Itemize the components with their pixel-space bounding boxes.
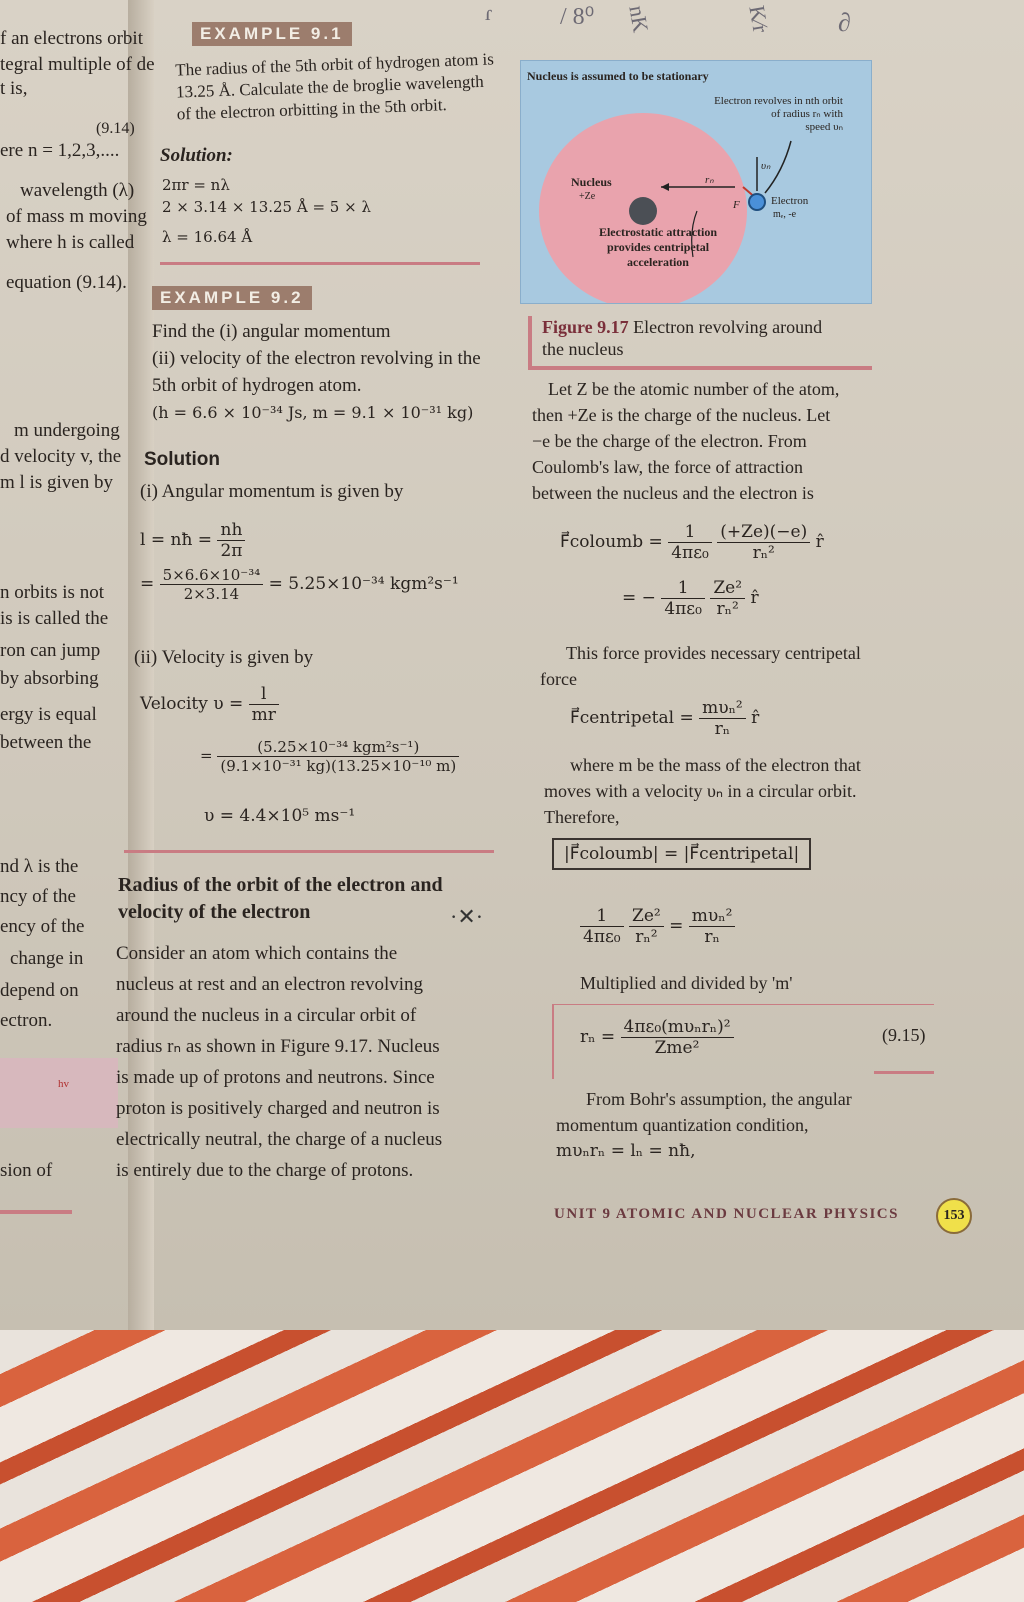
unit-footer: UNIT 9 ATOMIC AND NUCLEAR PHYSICS [554, 1206, 899, 1222]
eq-num: 1 [668, 522, 712, 543]
eq-part: = [140, 574, 155, 594]
margin-text: ere n = 1,2,3,.... [0, 140, 120, 161]
scribble: K⁄r [744, 3, 774, 35]
orbit-label-line: of radius rₙ with [771, 108, 843, 120]
margin-text: by absorbing [0, 668, 99, 689]
paragraph-line: then +Ze is the charge of the nucleus. Let [532, 405, 831, 425]
paragraph-line: is entirely due to the charge of protons. [116, 1160, 414, 1181]
nucleus-dot [629, 197, 657, 225]
scribble: nK [624, 3, 654, 35]
nucleus-charge: +Ze [579, 191, 596, 202]
eq-part: rₙ = [580, 1027, 616, 1047]
example-line: 13.25 Å. Calculate the de broglie wavelength [175, 71, 485, 102]
velocity-substitution [200, 738, 459, 775]
paragraph-line: From Bohr's assumption, the angular [586, 1089, 852, 1109]
margin-text: n orbits is not [0, 582, 104, 603]
eq-den: (9.1×10⁻³¹ kg)(13.25×10⁻¹⁰ m) [220, 757, 457, 775]
paragraph-line: where m be the mass of the electron that [570, 755, 861, 775]
divider [874, 1071, 934, 1074]
eq-num: Ze² [710, 578, 745, 599]
eq-part: r̂ [750, 588, 759, 608]
example-9-1-solution-label: Solution: [160, 145, 233, 166]
example-line: of the electron orbitting in the 5th orbit. [176, 95, 448, 124]
coulomb-force-equation [560, 522, 824, 563]
right-paragraph-3 [544, 752, 924, 830]
heading-line: Radius of the orbit of the electron and [118, 874, 443, 896]
example-9-1-step: 2πr = nλ [162, 176, 230, 194]
eq-part: F⃗coloumb = [560, 532, 663, 552]
eq-num: 1 [661, 578, 705, 599]
section-paragraph [116, 938, 496, 1186]
eq-num: mυₙ² [689, 906, 736, 927]
example-9-2-text [152, 318, 481, 426]
eq-den: 2×3.14 [183, 585, 240, 603]
angular-momentum-value [140, 566, 459, 603]
paragraph-line: Coulomb's law, the force of attraction [532, 457, 803, 477]
margin-text: t is, [0, 78, 28, 99]
background-cloth [0, 1330, 1024, 1602]
eq-den: 2π [220, 541, 243, 561]
eq-num: 1 [580, 906, 624, 927]
paragraph-line: Consider an atom which contains the [116, 943, 398, 964]
right-paragraph-1 [532, 376, 880, 506]
electron-label: Electron [771, 195, 809, 207]
coulomb-force-simplified [622, 578, 759, 619]
eq-den: Zme² [654, 1038, 700, 1058]
force-balance-equation [580, 906, 735, 947]
heading-line: velocity of the electron [118, 901, 311, 923]
margin-text: f an electrons orbit [0, 28, 143, 49]
force-balance-box: |F⃗coloumb| = |F⃗centripetal| [552, 838, 811, 870]
paragraph-line: −e be the charge of the electron. From [532, 431, 807, 451]
example-9-1-text [175, 48, 496, 125]
margin-text: change in [10, 948, 84, 969]
equation-number: (9.14) [96, 120, 135, 137]
eq-den: rₙ [704, 927, 720, 947]
figure-top-label: Nucleus is assumed to be stationary [527, 69, 709, 83]
caption-number: Figure 9.17 [542, 317, 629, 337]
paragraph-line: This force provides necessary centripetal [566, 643, 861, 663]
example-9-1-title: EXAMPLE 9.1 [192, 22, 352, 46]
multiplied-note: Multiplied and divided by 'm' [580, 973, 793, 993]
divider [124, 850, 494, 853]
eq-den: rₙ² [716, 599, 739, 619]
example-9-1-step: λ = 16.64 Å [162, 228, 253, 246]
caption-text: Electron revolving around [633, 317, 823, 337]
eq-num: 4πε₀(mυₙrₙ)² [621, 1017, 734, 1038]
right-paragraph-2 [540, 640, 910, 692]
margin-text: between the [0, 732, 92, 753]
margin-text: nd λ is the [0, 856, 79, 877]
photon-label: hv [58, 1078, 69, 1090]
force-label: F [733, 199, 740, 211]
scribble: / 8⁰ [560, 4, 595, 30]
eq-den: rₙ² [635, 927, 658, 947]
margin-text: where h is called [6, 232, 135, 253]
margin-text: ergy is equal [0, 704, 97, 725]
eq-num: 5×6.6×10⁻³⁴ [160, 566, 264, 585]
velocity-equation [140, 684, 279, 725]
velocity-result: υ = 4.4×10⁵ ms⁻¹ [204, 806, 356, 826]
paragraph-line: momentum quantization condition, [556, 1115, 809, 1135]
example-line: 5th orbit of hydrogen atom. [152, 375, 362, 396]
scribble: ∂ [838, 8, 851, 37]
equation-tag: (9.15) [882, 1025, 926, 1045]
angular-momentum-equation [140, 520, 245, 561]
margin-text: ency of the [0, 916, 85, 937]
centripetal-force-equation [570, 698, 759, 739]
eq-part: F⃗centripetal = [570, 708, 694, 728]
eq-num: Ze² [629, 906, 664, 927]
electron-dot [749, 194, 765, 210]
attraction-label [583, 225, 733, 270]
margin-text: m l is given by [0, 472, 113, 493]
orbit-label-line: Electron revolves in nth orbit [714, 95, 843, 107]
margin-text: d velocity v, the [0, 446, 122, 467]
divider [0, 1210, 72, 1214]
eq-part: = [669, 916, 684, 936]
eq-num: (5.25×10⁻³⁴ kgm²s⁻¹) [217, 738, 459, 757]
eq-part: = − [622, 588, 656, 608]
attraction-line: Electrostatic attraction [598, 225, 718, 239]
attraction-line: provides centripetal [606, 240, 710, 254]
paragraph-line: force [540, 669, 577, 689]
margin-text: tegral multiple of de [0, 54, 155, 75]
eq-num: l [249, 684, 279, 705]
figure-9-17 [520, 60, 872, 304]
example-9-2-part2: (ii) Velocity is given by [134, 647, 314, 668]
eq-num: (+Ze)(−e) [717, 522, 810, 543]
eq-part: r̂ [815, 532, 824, 552]
paragraph-line: Therefore, [544, 807, 620, 827]
example-line: (ii) velocity of the electron revolving in the [152, 348, 481, 369]
margin-text: m undergoing [14, 420, 120, 441]
attraction-line: acceleration [627, 255, 689, 269]
eq-den: 4πε₀ [671, 543, 709, 563]
eq-part: = [200, 746, 213, 765]
eq-den: rₙ [714, 719, 731, 739]
example-9-2-title: EXAMPLE 9.2 [152, 286, 312, 310]
radius-equation [580, 1017, 734, 1058]
margin-text: sion of [0, 1160, 53, 1181]
example-9-1-step: 2 × 3.14 × 13.25 Å = 5 × λ [162, 198, 371, 216]
eq-part: l = nħ = [140, 530, 213, 550]
eq-part: Velocity υ = [140, 694, 244, 714]
example-9-2-solution-label: Solution [144, 449, 220, 470]
margin-text: wavelength (λ) [20, 180, 135, 201]
margin-text: of mass m moving [6, 206, 147, 227]
eq-den: rₙ² [752, 543, 775, 563]
margin-figure [0, 1058, 118, 1128]
paragraph-line: radius rₙ as shown in Figure 9.17. Nucleus [116, 1036, 440, 1057]
eq-num: nh [217, 520, 245, 541]
electron-props: mₑ, -e [773, 209, 797, 220]
example-line: (h = 6.6 × 10⁻³⁴ Js, m = 9.1 × 10⁻³¹ kg) [152, 403, 474, 422]
margin-text: depend on [0, 980, 79, 1001]
star-mark: ·✕· [450, 904, 484, 929]
margin-text: ron can jump [0, 640, 101, 661]
paragraph-line: electrically neutral, the charge of a nucleus [116, 1129, 443, 1150]
scribble: ɾ [485, 0, 493, 25]
paragraph-line: proton is positively charged and neutron is [116, 1098, 440, 1119]
paragraph-line: between the nucleus and the electron is [532, 483, 814, 503]
margin-text: ncy of the [0, 886, 76, 907]
page-number: 153 [936, 1198, 972, 1234]
divider [160, 262, 480, 265]
paragraph-line: Let Z be the atomic number of the atom, [548, 379, 840, 399]
paragraph-line: around the nucleus in a circular orbit of [116, 1005, 417, 1026]
eq-den: mr [251, 705, 276, 725]
section-heading [118, 872, 443, 926]
right-paragraph-4 [556, 1086, 954, 1164]
eq-num: mυₙ² [699, 698, 746, 719]
paragraph-line: nucleus at rest and an electron revolving [116, 974, 424, 995]
radius-label: rₙ [705, 174, 714, 186]
orbit-label-line: speed υₙ [805, 121, 843, 133]
example-9-2-part1: (i) Angular momentum is given by [140, 481, 404, 502]
bohr-condition: mυₙrₙ = lₙ = nħ, [556, 1141, 696, 1161]
example-line: Find the (i) angular momentum [152, 321, 391, 342]
example-line: The radius of the 5th orbit of hydrogen atom is [174, 49, 495, 80]
margin-text: equation (9.14). [6, 272, 127, 293]
nucleus-label: Nucleus [571, 175, 612, 189]
eq-den: 4πε₀ [664, 599, 702, 619]
paragraph-line: is made up of protons and neutrons. Since [116, 1067, 435, 1088]
paragraph-line: moves with a velocity υₙ in a circular orbit. [544, 781, 857, 801]
figure-caption [528, 316, 872, 370]
eq-part: = 5.25×10⁻³⁴ kgm²s⁻¹ [268, 574, 459, 594]
margin-text: ectron. [0, 1010, 53, 1031]
eq-part: r̂ [751, 708, 760, 728]
eq-den: 4πε₀ [583, 927, 621, 947]
velocity-label: υₙ [761, 160, 771, 172]
equation-9-15-box [552, 1004, 934, 1079]
orbit-label [653, 95, 843, 133]
caption-text: the nucleus [542, 339, 624, 359]
margin-text: is is called the [0, 608, 109, 629]
